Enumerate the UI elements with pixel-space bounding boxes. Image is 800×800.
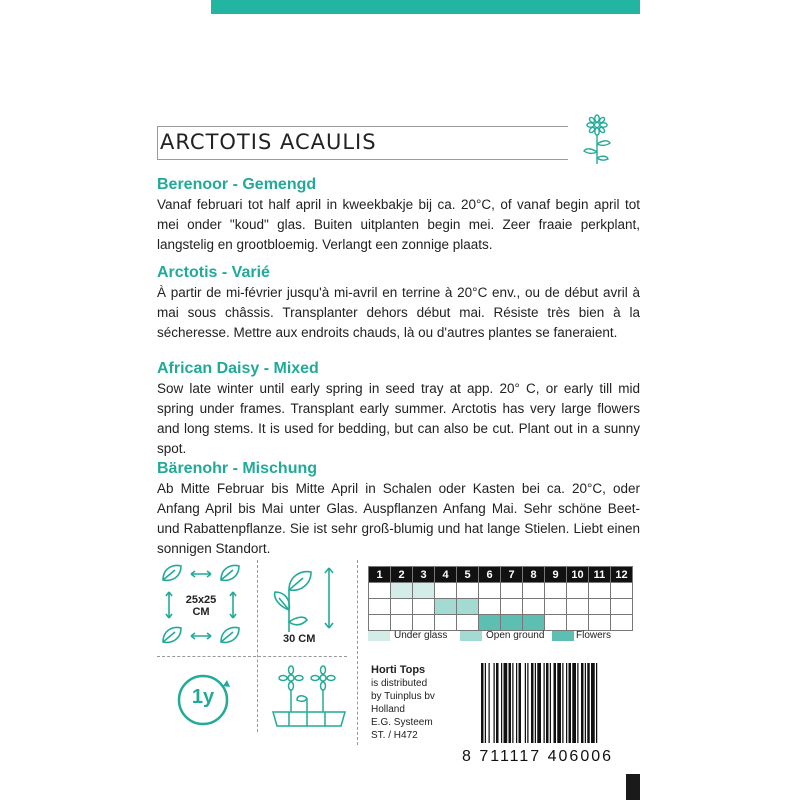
barcode-bar: [485, 663, 486, 743]
month-4: 4: [435, 567, 457, 583]
brand-name: Horti Tops: [371, 664, 426, 676]
flower-stem-icon: [580, 114, 614, 168]
barcode-bar: [557, 663, 561, 743]
section-heading: Bärenohr - Mischung: [157, 460, 318, 477]
barcode-bar: [519, 663, 522, 743]
top-color-bar: [211, 0, 640, 14]
barcode-bar: [546, 663, 549, 743]
calendar-legend: [368, 630, 648, 644]
distribution-line: Holland: [371, 704, 405, 715]
section-body: Ab Mitte Februar bis Mitte April in Schalen oder Kasten bei ca. 20°C, oder Anfang April bis Mai unter Glas. Auspflanzen Anfang Mai. Sehr schöne Beet- und Rabattenpflanze. Sie ist sehr groß-blumig und hat lange Stielen. Liebt einen sonnigen Standort.: [157, 481, 640, 556]
divider-horizontal: [157, 656, 347, 657]
legend-swatch-open-ground: [460, 631, 482, 641]
divider-calendar: [357, 560, 358, 745]
title-box: [157, 126, 568, 160]
spacing-number: 25x25: [185, 594, 217, 606]
barcode-bar: [481, 663, 484, 743]
barcode-bar: [525, 663, 526, 743]
barcode-bar: [562, 663, 563, 743]
barcode-bar: [581, 663, 584, 743]
sowing-calendar: [368, 566, 633, 631]
month-9: 9: [545, 567, 567, 583]
barcode-bar: [494, 663, 495, 743]
barcode-bar: [504, 663, 508, 743]
barcode-bar: [531, 663, 534, 743]
barcode-bar: [512, 663, 513, 743]
barcode-bar: [496, 663, 499, 743]
barcode-bar: [535, 663, 536, 743]
barcode-bar: [537, 663, 541, 743]
barcode-bar: [596, 663, 597, 743]
spacing-value: [183, 594, 219, 618]
row-flowers: [369, 615, 633, 631]
seedling-tray-icon: [269, 664, 349, 734]
barcode-bar: [585, 663, 586, 743]
species-title: ARCTOTIS ACAULIS: [160, 130, 377, 154]
bottom-marker-bar: [626, 774, 640, 800]
barcode-bar: [544, 663, 545, 743]
growing-info-icons: [157, 560, 357, 740]
distribution-info: [371, 664, 471, 742]
barcode-bar: [501, 663, 502, 743]
barcode-bar: [591, 663, 595, 743]
month-1: 1: [369, 567, 391, 583]
section-dutch: [157, 175, 640, 255]
month-8: 8: [523, 567, 545, 583]
section-body: À partir de mi-février jusqu'à mi-avril en terrine à 20°C env., ou de début avril à mai sous châssis. Transplanter dehors début mai. Résiste très bien à la sécheresse. Mettre aux endroits chauds, là ou d'autres plantes se faneraient.: [157, 285, 640, 340]
month-10: 10: [567, 567, 589, 583]
lifecycle-label: 1y: [191, 686, 215, 708]
distribution-line: ST. / H472: [371, 730, 418, 741]
distribution-line: by Tuinplus bv: [371, 691, 435, 702]
section-heading: Berenoor - Gemengd: [157, 176, 317, 193]
barcode: [479, 663, 642, 745]
legend-swatch-flowers: [552, 631, 574, 641]
section-english: [157, 359, 640, 459]
section-body: Vanaf februari tot half april in kweekbakje bij ca. 20°C, of vanaf begin april tot mei onder "koud" glas. Buiten uitplanten begin mei. Zeer fraaie perkplant, langstelig en grootbloemig. Verlangt een zonnige plaats.: [157, 197, 640, 252]
divider-vertical: [257, 560, 258, 732]
section-heading: Arctotis - Varié: [157, 264, 270, 281]
month-12: 12: [611, 567, 633, 583]
legend-open-ground: Open ground: [486, 630, 545, 641]
barcode-bar: [569, 663, 572, 743]
barcode-bar: [577, 663, 578, 743]
barcode-bar: [550, 663, 551, 743]
month-6: 6: [479, 567, 501, 583]
distribution-line: is distributed: [371, 678, 428, 689]
legend-under-glass: Under glass: [394, 630, 448, 641]
barcode-number: 8 711117 406006: [462, 748, 614, 765]
plant-height-value: 30 CM: [283, 633, 316, 645]
spacing-unit: CM: [192, 606, 210, 618]
row-open-ground: [369, 599, 633, 615]
legend-swatch-under-glass: [368, 631, 390, 641]
distribution-line: E.G. Systeem: [371, 717, 433, 728]
barcode-bar: [587, 663, 590, 743]
barcode-bar: [489, 663, 490, 743]
plant-height-icon: [267, 560, 347, 640]
barcode-bar: [572, 663, 576, 743]
month-11: 11: [589, 567, 611, 583]
barcode-bar: [566, 663, 567, 743]
section-german: [157, 459, 640, 559]
row-under-glass: [369, 583, 633, 599]
section-french: [157, 263, 640, 343]
section-heading: African Daisy - Mixed: [157, 360, 319, 377]
barcode-bar: [527, 663, 528, 743]
month-7: 7: [501, 567, 523, 583]
barcode-bar: [554, 663, 557, 743]
barcode-bar: [509, 663, 512, 743]
month-2: 2: [391, 567, 413, 583]
barcode-bar: [516, 663, 517, 743]
section-body: Sow late winter until early spring in seed tray at app. 20° C, or early till mid spring under frames. Transplant early summer. Arctotis has very large flowers and long stems. It is used for bedding, but can also be cut. Plant out in a sunny spot.: [157, 381, 640, 456]
legend-flowers: Flowers: [576, 630, 612, 641]
month-3: 3: [413, 567, 435, 583]
month-5: 5: [457, 567, 479, 583]
